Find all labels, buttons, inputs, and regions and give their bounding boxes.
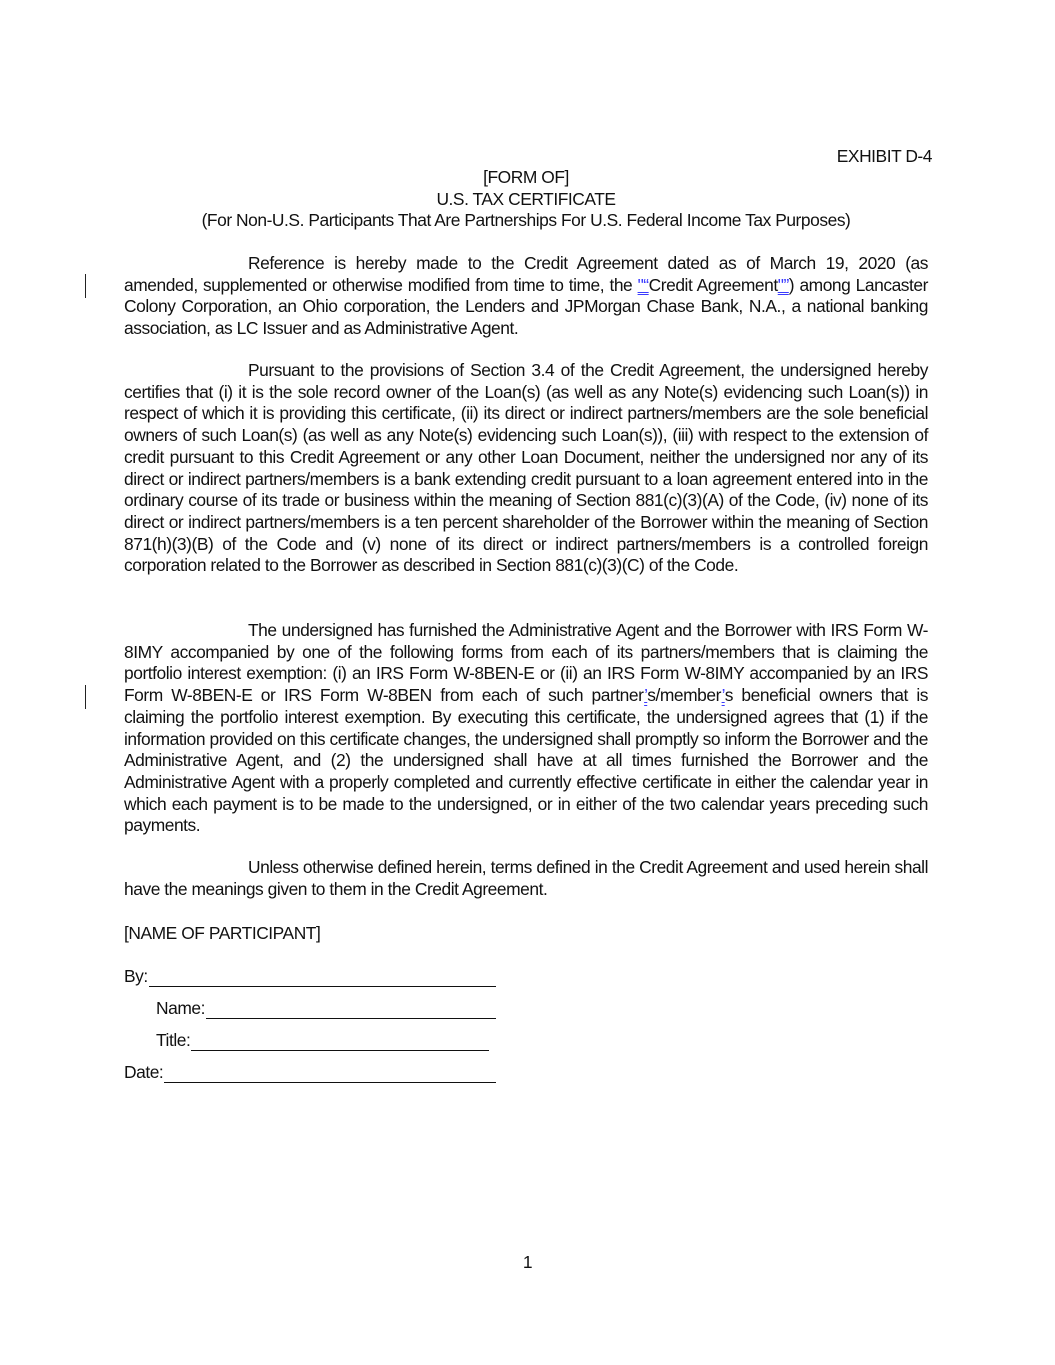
signature-by-line: [124, 965, 496, 987]
date-label: Date:: [124, 1062, 164, 1082]
paragraph-forms: [124, 620, 928, 837]
paragraph-reference: [124, 253, 928, 340]
paragraph-forms-text-c: s beneficial owners that is claiming the portfolio interest exemption. By executing this certificate, the undersigned agrees that (1) if the information provided on this certificate changes, the undersigned shall promptly so inform the Borrower and the Administrative Agent, and (2) the undersigned shall have at all times furnished the Borrower and the Administrative Agent with a properly completed and currently effective certificate in either the calendar year in which each payment is to be made to the undersigned, or in either of the two calendar years preceding such payments.: [124, 685, 928, 836]
signature-title-line: [156, 1029, 489, 1051]
participant-name-placeholder: [NAME OF PARTICIPANT]: [124, 923, 321, 943]
paragraph-reference-text-b: ) among Lancaster Colony Corporation, an Ohio corporation, the Lenders and JPMorgan Chase Bank, N.A., a national banking association, as LC Issuer and as Administrative Agent.: [124, 274, 928, 339]
paragraph-forms-text-b: s/member: [647, 685, 722, 706]
certificate-title: U.S. TAX CERTIFICATE: [436, 189, 616, 209]
paragraph-definitions: [124, 857, 928, 900]
revision-mark: ’: [721, 685, 725, 706]
defined-term: Credit Agreement: [648, 274, 778, 295]
certificate-subtitle: (For Non-U.S. Participants That Are Partnerships For U.S. Federal Income Tax Purposes): [201, 210, 851, 230]
form-of-heading: [FORM OF]: [483, 167, 569, 187]
paragraph-certification: [124, 360, 928, 577]
revision-mark: "“: [637, 274, 649, 295]
revision-change-bar: [85, 274, 86, 298]
signature-date-line: [124, 1061, 496, 1083]
title-label: Title:: [156, 1030, 191, 1050]
paragraph-forms-text-a: The undersigned has furnished the Administrative Agent and the Borrower with IRS Form W-8IMY accompanied by one of the following forms from each of its partners/members that is claiming the portfolio interest exemption: (i) an IRS Form W-8BEN-E or (ii) an IRS Form W-8IMY accompanied by an IRS Form W-8BEN-E or IRS Form W-8BEN from each of such partner: [124, 620, 928, 706]
title-field[interactable]: [191, 1032, 489, 1051]
paragraph-certification-text: Pursuant to the provisions of Section 3.4 of the Credit Agreement, the undersigned hereby certifies that (i) it is the sole record owner of the Loan(s) (as well as any Note(s) evidencing such Loan(s)) in respect of which it is providing this certificate, (ii) its direct or indirect partners/members are the sole beneficial owners of such Loan(s) (as well as any Note(s) evidencing such Loan(s)), (iii) with respect to the extension of credit pursuant to this Credit Agreement or any other Loan Document, neither the undersigned nor any of its direct or indirect partners/members is a bank extending credit pursuant to a loan agreement entered into in the ordinary course of its trade or business within the meaning of Section 881(c)(3)(A) of the Code, (iv) none of its direct or indirect partners/members is a ten percent shareholder of the Borrower within the meaning of Section 871(h)(3)(B) of the Code and (v) none of its direct or indirect partners/members is a controlled foreign corporation related to the Borrower as described in Section 881(c)(3)(C) of the Code.: [124, 360, 928, 576]
name-label: Name:: [156, 998, 205, 1018]
paragraph-definitions-text: Unless otherwise defined herein, terms defined in the Credit Agreement and used herein shall have the meanings given to them in the Credit Agreement.: [124, 857, 928, 899]
name-field[interactable]: [206, 1000, 496, 1019]
page-number: 1: [522, 1252, 533, 1272]
by-label: By:: [124, 966, 148, 986]
exhibit-label: EXHIBIT D-4: [836, 146, 932, 166]
paragraph-reference-text-a: Reference is hereby made to the Credit Agreement dated as of March 19, 2020 (as amended, supplemented or otherwise modified from time to time, the: [124, 253, 928, 295]
revision-mark: ’: [644, 685, 648, 706]
signature-name-line: [156, 997, 496, 1019]
revision-mark: "”: [777, 274, 789, 295]
by-signature-field[interactable]: [149, 968, 496, 987]
date-field[interactable]: [164, 1064, 496, 1083]
revision-change-bar: [85, 685, 86, 709]
